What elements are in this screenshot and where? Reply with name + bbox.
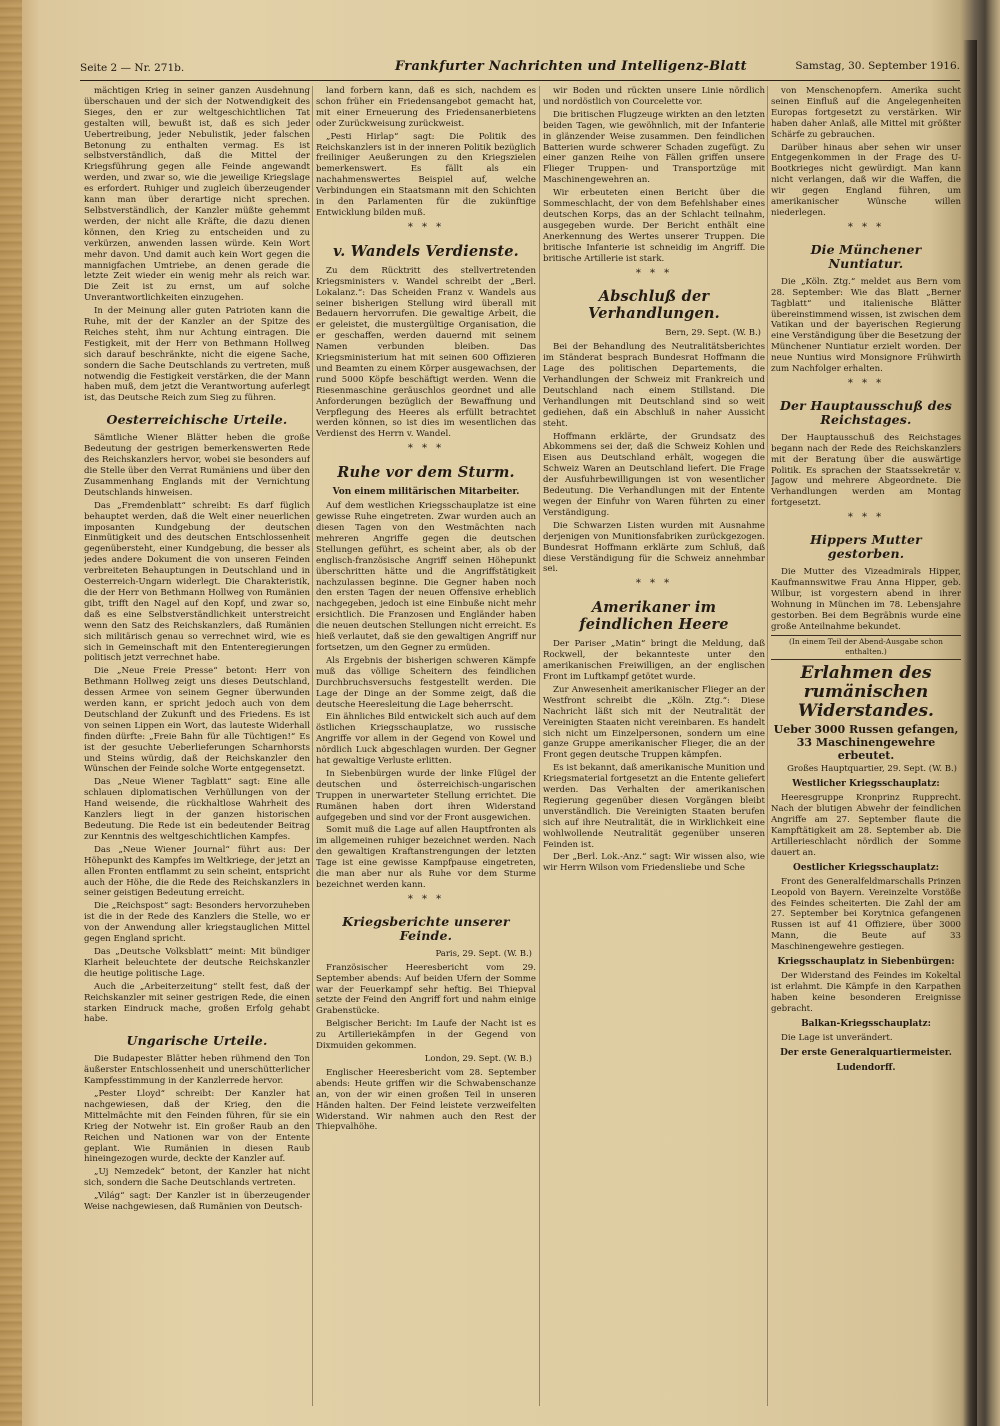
paragraph: Heeresgruppe Kronprinz Rupprecht. Nach der blutigen Abwehr der feindlichen Angriffe am 27. September flaute die Kampftätigkeit am 28. September ab. Die Artillerieschlacht nördlich der Somme dauert an. bbox=[771, 793, 961, 858]
section-heading: Amerikaner im feindlichen Heere bbox=[579, 599, 729, 634]
paragraph: Belgischer Bericht: Im Laufe der Nacht ist es zu Artilleriekämpfen in der Gegend von Dixmuiden gekommen. bbox=[316, 1019, 536, 1052]
paragraph: Englischer Heeresbericht vom 28. September abends: Heute griffen wir die Schwabenschanze an, von der wir einen großen Teil in unseren Händen halten. Der Feind leistete verzweifelten Widerstand. Wir nahmen auch den Rest der Thiepvalhöhe. bbox=[316, 1067, 536, 1133]
column-2 bbox=[316, 86, 536, 1416]
issue-date: Samstag, 30. September 1916. bbox=[795, 60, 960, 72]
page-number: Seite 2 — Nr. 271b. bbox=[80, 62, 185, 74]
subsection-heading: Oestlicher Kriegsschauplatz: bbox=[793, 862, 939, 873]
dateline: Paris, 29. Sept. (W. B.) bbox=[435, 948, 532, 959]
signature-title: Der erste Generalquartiermeister. bbox=[780, 1047, 952, 1058]
column-rule bbox=[767, 86, 768, 1406]
paragraph: Die Budapester Blätter heben rühmend den Ton äußerster Entschlossenheit und unerschütterlicher Kampfesstimmung in der Kanzlerrede hervor. bbox=[84, 1054, 310, 1087]
column-1 bbox=[84, 86, 310, 1416]
paragraph: „Uj Nemzedek“ betont, der Kanzler hat nicht sich, sondern die Sache Deutschlands vertreten. bbox=[84, 1167, 310, 1189]
paragraph: In der Meinung aller guten Patrioten kann die Ruhe, mit der der Kanzler an der Spitze des Reiches steht, ihm nur Achtung eintragen. Die Festigkeit, mit der Herr von Bethmann Hollweg sich darauf beschränkte, nicht die eigene Sache, sondern die Sache Deutschlands zu vertreten, muß notwendig die Festigkeit verstärken, die der Mann haben muß, dem jetzt die Verantwortung auferlegt ist, das Deutsche Reich zum Sieg zu führen. bbox=[84, 306, 310, 404]
section-heading: Kriegsberichte unserer Feinde. bbox=[342, 913, 510, 943]
paragraph: Zur Anwesenheit amerikanischer Flieger an der Westfront schreibt die „Köln. Ztg.“: Diese Nachricht läßt sich mit der Neutralität der Vereinigten Staaten nicht vereinbaren. Es handelt sich nicht um Einzelpersonen, sondern um eine ganze Gruppe amerikanischer Flieger, die an der Front gegen deutsche Truppen kämpfen. bbox=[543, 684, 765, 761]
paragraph: Die Mutter des Vizeadmirals Hipper, Kaufmannswitwe Frau Anna Hipper, geb. Wilbur, ist vorgestern abend in ihrer Wohnung in München im 78. Lebensjahre gestorben. Bei dem Begräbnis wurde eine große Anteilnahme bekundet. bbox=[771, 567, 961, 632]
paragraph: Das „Neue Wiener Tagblatt“ sagt: Eine alle schlauen diplomatischen Verhüllungen von der Hand weisende, die rückhaltlose Wahrheit des Kanzlers liegt in der ganzen historischen Bedeutung. Die Rede ist ein bedeutender Beitrag zur Kenntnis des weltgeschichtlichen Kampfes. bbox=[84, 777, 310, 842]
paragraph: Bei der Behandlung des Neutralitätsberichtes im Ständerat besprach Bundesrat Hoffmann die Lage des politischen Departements, die Verhandlungen der Schweiz mit Frankreich und Deutschland nach einem Stillstand. Die Verhandlungen mit Deutschland sind so weit gediehen, daß ein Abschluß in naher Aussicht steht. bbox=[543, 342, 765, 429]
section-divider: * * * bbox=[635, 578, 673, 590]
paragraph: Die „Köln. Ztg.“ meldet aus Bern vom 28. September: Wie das Blatt „Berner Tagblatt“ und italienische Blätter übereinstimmend wissen, ist zwischen dem Vatikan und der bayerischen Regierung eine Verständigung über die Besetzung der Münchener Nuntiatur erzielt worden. Der neue Nuntius wird Monsignore Frühwirth zum Nachfolger erhalten. bbox=[771, 276, 961, 375]
signature-name: Ludendorff. bbox=[836, 1062, 896, 1073]
paragraph: Der Hauptausschuß des Reichstages begann nach der Rede des Reichskanzlers mit der Beratung über die auswärtige Politik. Es sprachen der Staatssekretär v. Jagow und mehrere Abgeordnete. Die Verhandlungen werden am Montag fortgesetzt. bbox=[771, 432, 961, 509]
binding-spine bbox=[0, 0, 22, 1426]
paragraph: Sämtliche Wiener Blätter heben die große Bedeutung der gestrigen bemerkenswerten Rede des Reichskanzlers hervor, wobei sie besonders auf die Stelle über den Verrat Rumäniens und über den Zusammenhang Englands mit der Vernichtung Deutschlands hinweisen. bbox=[84, 433, 310, 498]
paragraph: Zu dem Rücktritt des stellvertretenden Kriegsministers v. Wandel schreibt der „Berl. Lokalanz.“: Das Scheiden Franz v. Wandels aus seiner bisherigen Stellung wird überall mit Bedauern hervorrufen. Die gewaltige Arbeit, die er geleistet, die mustergültige Organisation, die er geschaffen, werden dauernd mit seinem Namen verbunden bleiben. Das Kriegsministerium hat mit seinen 600 Offizieren und Beamten zu einem Körper ausgewachsen, der rund 5000 Köpfe beschäftigt werden. Wenn die Riesenmaschine geräuschlos geordnet und alle Anforderungen bezüglich der Bewaffnung und Verpflegung des Heeres als erfüllt betrachtet werden können, so ist dies im wesentlichen das Verdienst des Herrn v. Wandel. bbox=[316, 265, 536, 440]
paragraph: Der Pariser „Matin“ bringt die Meldung, daß Rockwell, der bekannteste unter den amerikanischen Freiwilligen, an der englischen Front im Luftkampf getötet wurde. bbox=[543, 639, 765, 682]
paragraph: mächtigen Krieg in seiner ganzen Ausdehnung überschauen und der sich der Notwendigkeit des Sieges, den er zur weltgeschichtlichen Tat gestalten will, bewußt ist, daß es sich jeder Uebertreibung, jeder Nebulistik, jeder falschen Betonung zu enthalten vermag. Es ist selbstverständlich, daß die Mittel der Kriegsführung gegen alle Feinde angewandt werden, und zwar so, wie die jeweilige Kriegslage es erfordert. Ruhiger und zugleich überzeugender kann man über derartige nicht sprechen. Selbstverständlich, der Kanzler müßte gehemmt werden, der nicht alle Kräfte, die dazu dienen können, den Krieg zu entscheiden und zu verkürzen, anwenden lassen würde. Kein Wort mehr davon. Und damit auch kein Wort gegen die mannigfachen Umtriebe, an denen gerade die letzte Zeit wieder ein wenig mehr als reich war. Die Zeit ist zu ernst, um auf solche Unverantwortlichkeiten einzugehen. bbox=[84, 86, 310, 304]
paragraph: von Menschenopfern. Amerika sucht seinen Einfluß auf die Angelegenheiten Europas fortgesetzt zu verstärken. Wir haben daher Anlaß, alle Mittel mit größter Schärfe zu gebrauchen. bbox=[771, 86, 961, 140]
paragraph: In Siebenbürgen wurde der linke Flügel der deutschen und österreichisch-ungarischen Truppen in unerwarteter Stellung errichtet. Die Rumänen haben dort ihren Widerstand aufgegeben und sind vor der Front ausgewichen. bbox=[316, 768, 536, 823]
dateline: Großes Hauptquartier, 29. Sept. (W. B.) bbox=[787, 764, 957, 775]
paragraph: Somit muß die Lage auf allen Hauptfronten als im allgemeinen ruhiger bezeichnet werden. Nach den gewaltigen Kraftanstrengungen der letzten Tage ist eine gewisse Kampfpause eingetreten, die man aber nur als Ruhe vor dem Sturme bezeichnet werden kann. bbox=[316, 825, 536, 890]
paragraph: Das „Fremdenblatt“ schreibt: Es darf füglich behauptet werden, daß die Welt einer neuerlichen imposanten Kundgebung der deutschen Einmütigkeit und des deutschen Entschlossenheit gegenübersteht, einer Kundgebung, die besser als jedes andere Dokument die von unseren Feinden verbreiteten Behauptungen in Deutschland und in Oesterreich-Ungarn widerlegt. Die Charakteristik, die der Herr von Bethmann Hollweg von Rumänien gibt, trifft den Nagel auf den Kopf, und zwar so, daß es eine Selbstverständlichkeit unterstreicht wenn den Satz des Reichskanzlers, daß Rumänien sich militärisch genau so verrechnet wird, wie es sich in Gemeinschaft mit den Ententeregierungen politisch jetzt verrechnet habe. bbox=[84, 500, 310, 664]
column-3 bbox=[543, 86, 765, 1416]
subsection-heading: Westlicher Kriegsschauplatz: bbox=[792, 779, 940, 790]
column-rule bbox=[312, 86, 313, 1406]
paragraph: Auch die „Arbeiterzeitung“ stellt fest, daß der Reichskanzler mit seiner gestrigen Rede, die einen starken Eindruck mache, großen Erfolg gehabt habe. bbox=[84, 981, 310, 1025]
paragraph: Die „Neue Freie Presse“ betont: Herr von Bethmann Hollweg zeigt uns dieses Deutschland, dessen Armee von seinem Gegner überwunden werden kann, er spricht jedoch auch von dem Deutschland der Zukunft und des Friedens. Es ist von seinen Lippen ein Wort, das lauteste Widerhall finden dürfte: „Freie Bahn für alle Tüchtigen!“ Es ist der gesuchte Ueberlieferungen Scharnhorsts und Steins würdig, daß der Reichskanzler den Wünschen der Feinde solche Worte entgegensetzt. bbox=[84, 666, 310, 775]
page-header bbox=[80, 54, 960, 81]
section-heading: Oesterreichische Urteile. bbox=[106, 412, 288, 428]
paragraph: Das „Deutsche Volksblatt“ meint: Mit bündiger Klarheit beleuchtete der deutsche Reichskanzler die heutige politische Lage. bbox=[84, 946, 310, 979]
section-heading: Die Münchener Nuntiatur. bbox=[810, 241, 922, 271]
dateline: Bern, 29. Sept. (W. B.) bbox=[665, 328, 761, 339]
paragraph: Ein ähnliches Bild entwickelt sich auch auf dem östlichen Kriegsschauplatze, wo russische Angriffe vor allem in der Gegend von Kowel und nördlich Luck abgeschlagen wurden. Der Gegner hat gewaltige Verluste erlitten. bbox=[316, 712, 536, 767]
paragraph: „Pesti Hirlap“ sagt: Die Politik des Reichskanzlers ist in der inneren Politik bezüglich freiliniger Aeußerungen zu den Kriegszielen bemerkenswert. Es fällt als ein nachahmenswertes Beispiel auf, welche Verbindungen ein Staatsmann mit den Schichten in den Parlamenten für die zukünftige Entwicklung bilden muß. bbox=[316, 131, 536, 218]
section-heading: Hippers Mutter gestorben. bbox=[810, 532, 922, 562]
subheadline: Ueber 3000 Russen gefangen, 33 Maschinengewehre erbeutet. bbox=[773, 723, 959, 763]
paragraph: Es ist bekannt, daß amerikanische Munition und Kriegsmaterial fortgesetzt an die Entente geliefert werden. Das Verhalten der amerikanischen Regierung gegenüber diesen Vorgängen bleibt unverständlich. Die Vereinigten Staaten berufen sich auf ihre Neutralität, die in Wirklichkeit eine wohlwollende Neutralität gegenüber unseren Feinden ist. bbox=[543, 763, 765, 850]
paragraph: Die Schwarzen Listen wurden mit Ausnahme derjenigen von Munitionsfabriken zurückgezogen. Bundesrat Hoffmann erklärte zum Schluß, daß diese Verständigung für die Schweiz annehmbar sei. bbox=[543, 520, 765, 575]
section-divider: * * * bbox=[847, 221, 885, 233]
section-divider: * * * bbox=[407, 893, 445, 905]
paragraph: Die Lage ist unverändert. bbox=[781, 1032, 893, 1043]
subsection-heading: Kriegsschauplatz in Siebenbürgen: bbox=[777, 957, 955, 968]
paragraph: Die britischen Flugzeuge wirkten an den letzten beiden Tagen, wie gewöhnlich, mit der Infanterie in glänzender Weise zusammen. Den feindlichen Batterien wurde schwerer Schaden zugefügt. Zu einer ganzen Reihe von Fällen griffen unsere Flieger Truppen- und Transportzüge mit Maschinengewehren an. bbox=[543, 109, 765, 186]
paragraph: „Világ“ sagt: Der Kanzler ist in überzeugender Weise nachgewiesen, daß Rumänien von Deutsch- bbox=[84, 1191, 310, 1213]
column-4 bbox=[771, 86, 961, 1416]
paragraph: Französischer Heeresbericht vom 29. September abends: Auf beiden Ufern der Somme war der Feuerkampf sehr heftig. Bei Thiepval setzte der Feind den Angriff fort und nahm einige Grabenstücke. bbox=[316, 962, 536, 1017]
masthead-title: Frankfurter Nachrichten und Intelligenz-Blatt bbox=[395, 59, 747, 74]
paragraph: Der „Berl. Lok.-Anz.“ sagt: Wir wissen also, wie wir Herrn Wilson vom Friedensliebe und Sche bbox=[543, 852, 765, 874]
paragraph: Die „Reichspost“ sagt: Besonders hervorzuheben ist die in der Rede des Kanzlers die Stelle, wo er von der Anwendung aller kriegstauglichen Mittel gegen England spricht. bbox=[84, 901, 310, 945]
subsection-heading: Balkan-Kriegsschauplatz: bbox=[801, 1018, 931, 1029]
page-fold-shadow bbox=[963, 40, 977, 1426]
byline: Von einem militärischen Mitarbeiter. bbox=[332, 487, 520, 498]
paragraph: land forbern kann, daß es sich, nachdem es schon früher ein Friedensangebot gemacht hat, mit einer Erneuerung des Friedensanerbietens oder Zurückweisung zurückweist. bbox=[316, 86, 536, 129]
dateline: London, 29. Sept. (W. B.) bbox=[424, 1053, 532, 1064]
paragraph: Der Widerstand des Feindes im Kokeltal ist erlahmt. Die Kämpfe in den Karpathen haben keine besonderen Ereignisse gebracht. bbox=[771, 971, 961, 1014]
section-divider: * * * bbox=[407, 443, 445, 455]
paragraph: Als Ergebnis der bisherigen schweren Kämpfe muß das völlige Scheitern des feindlichen Durchbruchsversuchs festgestellt werden. Die Lage der Dinge an der Somme zeigt, daß die deutsche Heeresleitung die Lage beherrscht. bbox=[316, 655, 536, 710]
section-heading: Der Hauptausschuß des Reichstages. bbox=[779, 397, 953, 427]
section-heading: Abschluß der Verhandlungen. bbox=[588, 288, 720, 323]
paragraph: „Pester Lloyd“ schreibt: Der Kanzler hat nachgewiesen, daß der Krieg, den die Mittelmächte mit den Feinden führen, für sie ein Krieg der Notwehr ist. Ein großer Raub an den Reichen und Nationen war von der Entente geplant. Wie Rumänien in diesen Raub hineingezogen wurde, deckte der Kanzler auf. bbox=[84, 1089, 310, 1165]
paragraph: Wir erbeuteten einen Bericht über die Sommeschlacht, der von dem Befehlshaber eines deutschen Korps, das an der Schlacht teilnahm, ausgegeben wurde. Der Bericht enthält eine Anerkennung des Wertes unserer Truppen. Die britische Infanterie ist schneidig im Angriff. Die britische Artillerie ist stark. bbox=[543, 188, 765, 264]
column-rule bbox=[539, 86, 540, 1406]
paragraph: Auf dem westlichen Kriegsschauplatze ist eine gewisse Ruhe eingetreten. Zwar wurden auch an diesen Tagen von den Westmächten nach mehreren Angriffe gegen die deutschen Stellungen geführt, es scheint aber, als ob der englisch-französische Angriff seinen Höhepunkt überschritten hätte und die Angriffstätigkeit nachzulassen beginne. Die Gegner haben noch den ersten Tagen der neuen Offensive erheblich nachgegeben, jedoch ist eine Einbuße nicht mehr ersichtlich. Die Franzosen und Engländer haben die neuen deutschen Stellungen nicht erreicht. Es hieß verlautet, daß sie den gewaltigen Angriff nur fortsetzen, um den Gegner zu ermüden. bbox=[316, 501, 536, 653]
section-divider: * * * bbox=[635, 267, 673, 279]
section-heading: v. Wandels Verdienste. bbox=[333, 242, 519, 260]
section-heading: Ungarische Urteile. bbox=[126, 1033, 268, 1049]
paragraph: Das „Neue Wiener Journal“ führt aus: Der Höhepunkt des Kampfes im Weltkriege, der jetzt an allen Fronten entflammt zu sein scheint, entspricht auch der Höhe, die die Rede des Reichskanzlers in seiner geistigen Bedeutung erreicht. bbox=[84, 844, 310, 899]
main-headline: Erlahmen des rumänischen Widerstandes. bbox=[798, 663, 934, 722]
paragraph: Front des Generalfeldmarschalls Prinzen Leopold von Bayern. Vereinzelte Vorstöße des Feindes scheiterten. Die Zahl der am 27. September bei Korytnica gefangenen Russen ist auf 41 Offiziere, über 3000 Mann, die Beute auf 33 Maschinengewehre gestiegen. bbox=[771, 876, 961, 953]
paragraph: Darüber hinaus aber sehen wir unser Entgegenkommen in der Frage des U-Bootkrieges nicht gewürdigt. Man kann nicht verlangen, daß wir die Waffen, die wir gegen England führen, um amerikanischer Wünsche willen niederlegen. bbox=[771, 142, 961, 218]
section-divider: * * * bbox=[847, 377, 885, 389]
section-divider: * * * bbox=[847, 512, 885, 524]
section-divider: * * * bbox=[407, 221, 445, 233]
edition-note: (In einem Teil der Abend-Ausgabe schon enthalten.) bbox=[771, 635, 961, 661]
paragraph: Hoffmann erklärte, der Grundsatz des Abkommens sei der, daß die Schweiz Kohlen und Eisen aus Deutschland erhält, wogegen die Schweiz Waren an Deutschland liefert. Die Frage der Ausfuhrbewilligungen ist von wesentlicher Bedeutung. Die Verhandlungen mit der Entente wegen der Einfuhr von Waren führten zu einer Verständigung. bbox=[543, 431, 765, 518]
paragraph: wir Boden und rückten unsere Linie nördlich und nordöstlich von Courcelette vor. bbox=[543, 86, 765, 107]
section-heading: Ruhe vor dem Sturm. bbox=[337, 464, 515, 482]
